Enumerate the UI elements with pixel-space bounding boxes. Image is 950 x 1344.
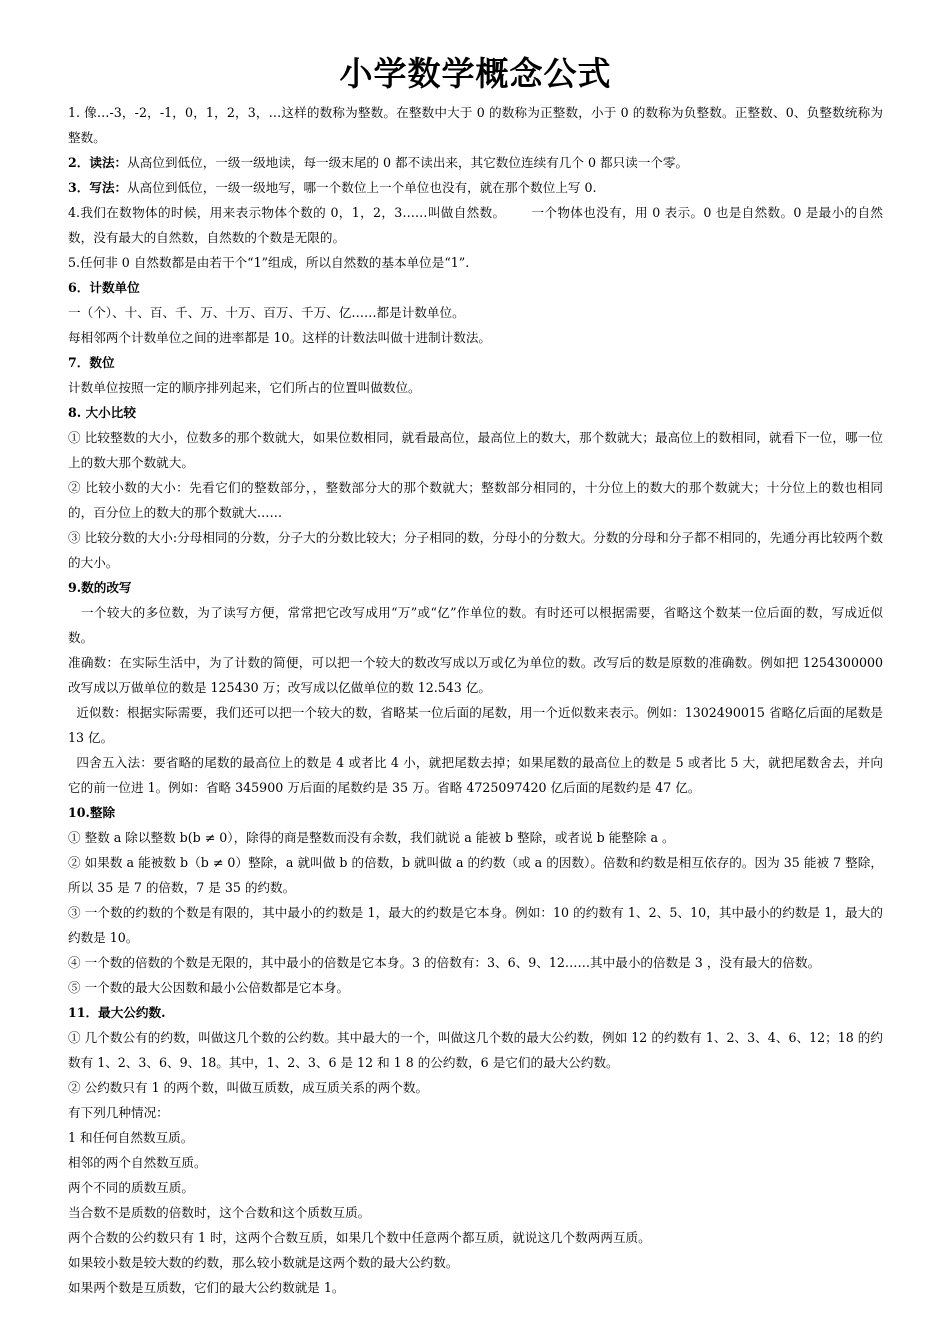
section-heading: 6．计数单位 <box>68 280 140 295</box>
section-heading: 9.数的改写 <box>68 580 132 595</box>
paragraph-lead: 2．读法： <box>68 155 128 170</box>
paragraph: 近似数：根据实际需要，我们还可以把一个较大的数，省略某一位后面的尾数，用一个近似数来表示。例如：1302490015 省略亿后面的尾数是 13 亿。 <box>68 705 888 745</box>
paragraph: ② 如果数 a 能被数 b（b ≠ 0）整除，a 就叫做 b 的倍数，b 就叫做 a 的约数（或 a 的因数）。倍数和约数是相互依存的。因为 35 能被 7 整除，所以 35 是 7 的倍数，7 是 35 的约数。 <box>68 855 883 895</box>
section-heading: 7．数位 <box>68 355 115 370</box>
paragraph: 计数单位按照一定的顺序排列起来，它们所占的位置叫做数位。 <box>68 380 421 395</box>
paragraph: 有下列几种情况： <box>68 1105 169 1120</box>
paragraph: 每相邻两个计数单位之间的进率都是 10。这样的计数法叫做十进制计数法。 <box>68 330 492 345</box>
paragraph: 准确数：在实际生活中，为了计数的简便，可以把一个较大的数改写成以万或亿为单位的数。改写后的数是原数的准确数。例如把 1254300000 改写成以万做单位的数是 125430 万；改写成以亿做单位的数 12.543 亿。 <box>68 655 888 695</box>
paragraph: ③ 一个数的约数的个数是有限的，其中最小的约数是 1，最大的约数是它本身。例如：10 的约数有 1、2、5、10，其中最小的约数是 1，最大的约数是 10。 <box>68 905 883 945</box>
document-page <box>68 0 888 1300</box>
paragraph: ① 比较整数的大小，位数多的那个数就大，如果位数相同，就看最高位，最高位上的数大，那个数就大；最高位上的数相同，就看下一位，哪一位上的数大那个数就大。 <box>68 430 883 470</box>
paragraph-text: 从高位到低位，一级一级地写，哪一个数位上一个单位也没有，就在那个数位上写 0. <box>127 180 597 195</box>
paragraph: ① 整数 a 除以整数 b(b ≠ 0），除得的商是整数而没有余数，我们就说 a 能被 b 整除，或者说 b 能整除 a 。 <box>68 830 675 845</box>
paragraph: ④ 一个数的倍数的个数是无限的，其中最小的倍数是它本身。3 的倍数有：3、6、9、12……其中最小的倍数是 3 ，没有最大的倍数。 <box>68 955 821 970</box>
paragraph: 1. 像…-3，-2，-1，0，1，2，3，…这样的数称为整数。在整数中大于 0 的数称为正整数，小于 0 的数称为负整数。正整数、0、负整数统称为整数。 <box>68 105 883 145</box>
paragraph: 当合数不是质数的倍数时，这个合数和这个质数互质。 <box>68 1205 371 1220</box>
paragraph: 相邻的两个自然数互质。 <box>68 1155 207 1170</box>
section-heading: 10.整除 <box>68 805 116 820</box>
section-heading: 8. 大小比较 <box>68 405 136 420</box>
paragraph: ① 几个数公有的约数，叫做这几个数的公约数。其中最大的一个，叫做这几个数的最大公约数，例如 12 的约数有 1、2、3、4、6、12；18 的约数有 1、2、3、6、9、18。其中，1、2、3、6 是 12 和 1 8 的公约数，6 是它们的最大公约数。 <box>68 1030 883 1070</box>
paragraph: 1 和任何自然数互质。 <box>68 1130 194 1145</box>
document-body <box>68 100 888 1300</box>
paragraph <box>68 150 883 175</box>
paragraph: 一（个）、十、百、千、万、十万、百万、千万、亿……都是计数单位。 <box>68 305 465 320</box>
paragraph: ② 比较小数的大小：先看它们的整数部分，，整数部分大的那个数就大；整数部分相同的，十分位上的数大的那个数就大；十分位上的数也相同的，百分位上的数大的那个数就大…… <box>68 480 883 520</box>
paragraph: 4.我们在数物体的时候，用来表示物体个数的 0，1，2，3……叫做自然数。 一个物体也没有，用 0 表示。0 也是自然数。0 是最小的自然数，没有最大的自然数，自然数的个数是无限的。 <box>68 205 883 245</box>
paragraph: ② 公约数只有 1 的两个数，叫做互质数，成互质关系的两个数。 <box>68 1080 429 1095</box>
paragraph: 四舍五入法：要省略的尾数的最高位上的数是 4 或者比 4 小，就把尾数去掉；如果尾数的最高位上的数是 5 或者比 5 大，就把尾数舍去，并向它的前一位进 1。例如：省略 345900 万后面的尾数约是 35 万。省略 4725097420 亿后面的尾数约是 47 亿。 <box>68 755 884 795</box>
paragraph: 两个不同的质数互质。 <box>68 1180 194 1195</box>
paragraph-text: 从高位到低位，一级一级地读，每一级末尾的 0 都不读出来，其它数位连续有几个 0 都只读一个零。 <box>127 155 689 170</box>
section-heading: 11．最大公约数. <box>68 1005 166 1020</box>
paragraph <box>68 175 883 200</box>
paragraph-lead: 3．写法： <box>68 180 128 195</box>
paragraph: ③ 比较分数的大小:分母相同的分数，分子大的分数比较大；分子相同的数，分母小的分数大。分数的分母和分子都不相同的，先通分再比较两个数的大小。 <box>68 530 883 570</box>
paragraph: ⑤ 一个数的最大公因数和最小公倍数都是它本身。 <box>68 980 350 995</box>
document-title: 小学数学概念公式 <box>339 54 612 93</box>
paragraph: 两个合数的公约数只有 1 时，这两个合数互质，如果几个数中任意两个都互质，就说这几个数两两互质。 <box>68 1230 651 1245</box>
paragraph: 如果较小数是较大数的约数，那么较小数就是这两个数的最大公约数。 <box>68 1255 459 1270</box>
paragraph: 如果两个数是互质数，它们的最大公约数就是 1。 <box>68 1280 345 1295</box>
paragraph: 一个较大的多位数，为了读写方便，常常把它改写成用“万”或“亿”作单位的数。有时还可以根据需要，省略这个数某一位后面的数，写成近似数。 <box>68 605 883 645</box>
paragraph: 5.任何非 0 自然数都是由若干个“1”组成，所以自然数的基本单位是“1”. <box>68 255 470 270</box>
